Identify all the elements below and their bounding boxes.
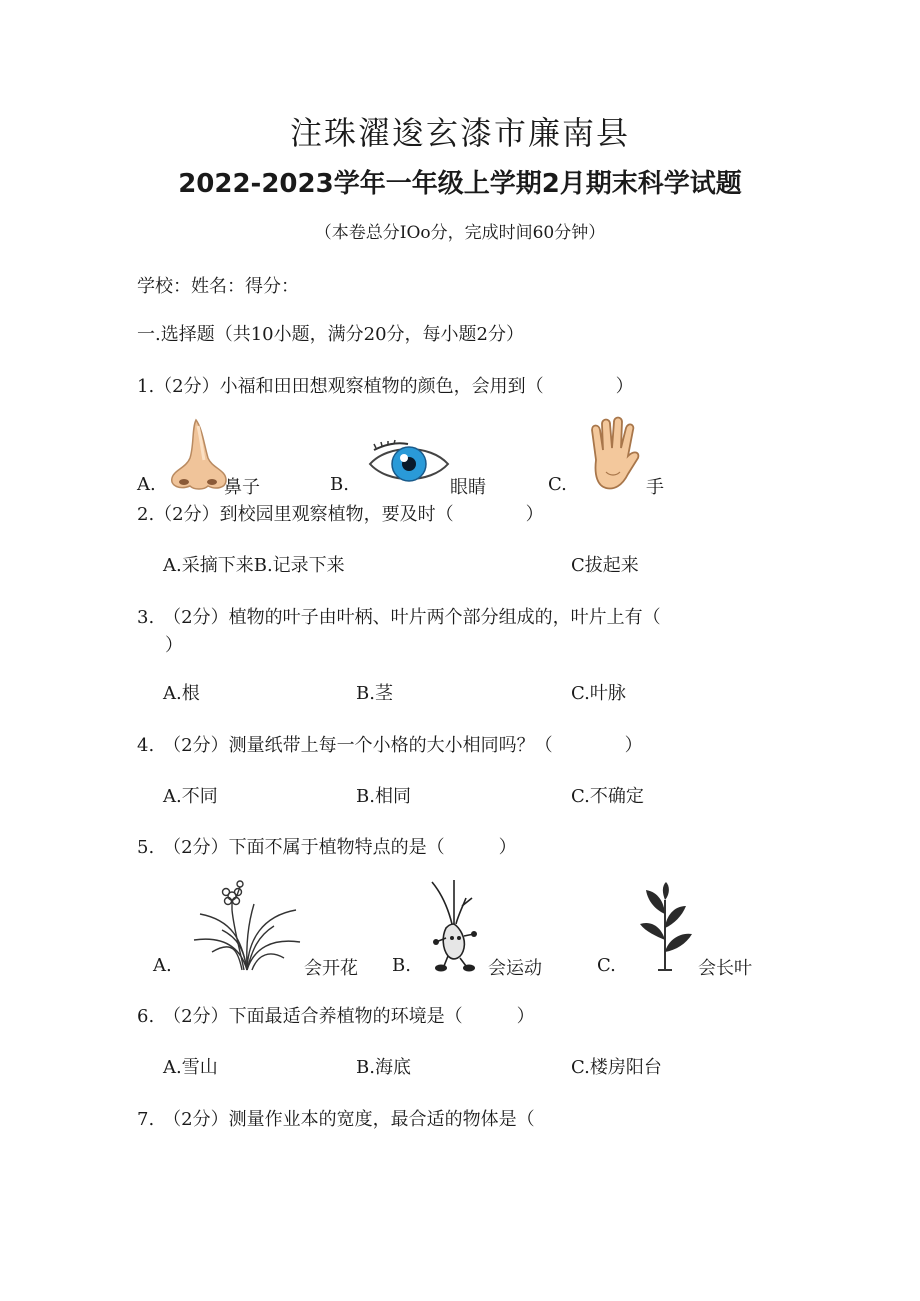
- nose-icon: [168, 418, 230, 490]
- q5-option-b-label: 会运动: [488, 958, 542, 979]
- q5-option-a-letter: A.: [153, 955, 172, 976]
- q6-option-b: B.海底: [356, 1057, 411, 1078]
- q5-option-a-label: 会开花: [304, 958, 358, 979]
- q2-option-ab: A.采摘下来B.记录下来: [163, 555, 345, 576]
- leafy-plant-icon: [634, 880, 696, 972]
- question-3-stem: 3. （2分）植物的叶子由叶柄、叶片两个部分组成的，叶片上有（: [137, 607, 661, 628]
- q3-option-b: B.茎: [356, 683, 393, 704]
- q3-option-c: C.叶脉: [571, 683, 626, 704]
- q1-option-b-letter: B.: [330, 474, 349, 495]
- section-heading: 一.选择题（共10小题，满分20分，每小题2分）: [137, 324, 524, 345]
- q1-option-a-label: 鼻子: [224, 477, 260, 498]
- question-3-stem-cont: ）: [165, 635, 183, 656]
- flower-plant-icon: [192, 880, 302, 972]
- eye-icon: [368, 440, 450, 488]
- q5-option-c-letter: C.: [597, 955, 616, 976]
- student-info: 学校：姓名：得分：: [137, 276, 299, 297]
- q1-option-c-letter: C.: [548, 474, 567, 495]
- question-4-stem: 4. （2分）测量纸带上每一个小格的大小相同吗？（ ）: [137, 735, 643, 756]
- q1-option-b-label: 眼睛: [450, 477, 486, 498]
- q3-option-a: A.根: [163, 683, 200, 704]
- q1-option-c-label: 手: [646, 477, 664, 498]
- page-title: 注珠濯逡玄漆市廉南县: [289, 114, 630, 152]
- walking-plant-icon: [426, 878, 486, 974]
- q4-option-c: C.不确定: [571, 786, 644, 807]
- q6-option-c: C.楼房阳台: [571, 1057, 662, 1078]
- question-1-stem: 1.（2分）小福和田田想观察植物的颜色，会用到（ ）: [137, 376, 634, 397]
- question-7-stem: 7. （2分）测量作业本的宽度，最合适的物体是（: [137, 1109, 535, 1130]
- hand-icon: [582, 416, 642, 494]
- question-5-stem: 5. （2分）下面不属于植物特点的是（ ）: [137, 837, 517, 858]
- q5-option-b-letter: B.: [392, 955, 411, 976]
- q1-option-a-letter: A.: [137, 474, 156, 495]
- q2-option-c: C拔起来: [571, 555, 639, 576]
- question-6-stem: 6. （2分）下面最适合养植物的环境是（ ）: [137, 1006, 535, 1027]
- q6-option-a: A.雪山: [163, 1057, 218, 1078]
- exam-subtitle: 2022-2023学年一年级上学期2月期末科学试题: [178, 169, 742, 199]
- exam-note: （本卷总分IOo分，完成时间60分钟）: [314, 223, 606, 243]
- question-2-stem: 2.（2分）到校园里观察植物，要及时（ ）: [137, 504, 544, 525]
- q4-option-b: B.相同: [356, 786, 411, 807]
- q4-option-a: A.不同: [163, 786, 218, 807]
- q5-option-c-label: 会长叶: [698, 958, 752, 979]
